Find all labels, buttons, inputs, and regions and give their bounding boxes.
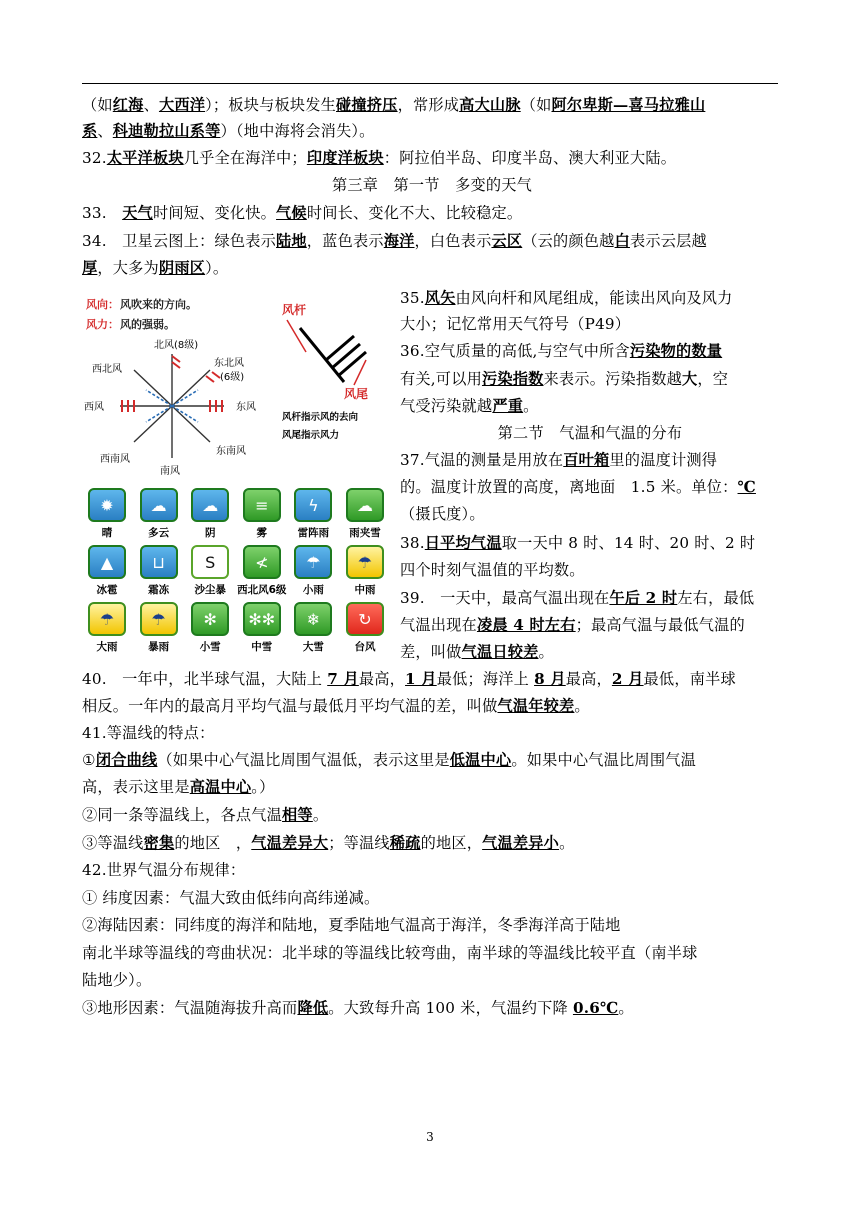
legend-direction-key: 风向：: [86, 298, 119, 311]
text-line: 37.气温的测量是用放在百叶箱里的温度计测得: [400, 451, 718, 469]
text-line: 厚，大多为阴雨区）。: [82, 259, 229, 277]
label-northeast-level: (6级): [220, 372, 245, 383]
text-line: 39. 一天中，最高气温出现在午后 2 时左右，最低: [400, 589, 755, 607]
legend-direction-value: 风吹来的方向。: [120, 298, 197, 311]
weather-icon: ❄: [294, 602, 332, 636]
header-rule: [82, 83, 778, 84]
weather-symbol-label: 中雨: [354, 584, 376, 596]
weather-symbol-label: 晴: [101, 527, 113, 539]
text-line: 差，叫做气温日较差。: [400, 643, 554, 661]
weather-symbol: [237, 602, 287, 655]
weather-icon: ☁: [191, 488, 229, 522]
weather-symbol: [288, 545, 338, 598]
text-line: 32.太平洋板块几乎全在海洋中；印度洋板块：阿拉伯半岛、印度半岛、澳大利亚大陆。: [82, 149, 677, 167]
weather-symbol-label: 雾: [256, 527, 268, 539]
text-line: ③地形因素：气温随海拔升高而降低。大致每升高 100 米，气温约下降 0.6℃。: [82, 999, 634, 1017]
text-line: ②海陆因素：同纬度的海洋和陆地，夏季陆地气温高于海洋，冬季海洋高于陆地: [82, 916, 621, 934]
weather-symbol-label: 小雨: [302, 584, 324, 596]
weather-symbol-label: 雨夹雪: [349, 527, 381, 539]
text-line: 系、科迪勒拉山系等）（地中海将会消失）。: [82, 122, 375, 140]
text-line: 气受污染就越严重。: [400, 397, 539, 415]
barb-note-direction: 风杆指示风的去向: [282, 412, 359, 423]
text-line: 36.空气质量的高低,与空气中所含污染物的数量: [400, 342, 723, 360]
weather-symbol-label: 冰雹: [96, 584, 118, 596]
weather-icon: ϟ: [294, 488, 332, 522]
weather-symbol: [237, 545, 287, 598]
weather-symbol-label: 阴: [204, 527, 216, 539]
label-south: 南风: [160, 466, 180, 477]
text-line: 的。温度计放置的高度，离地面 1.5 米。单位：℃: [400, 478, 756, 496]
label-barb-pole: 风杆: [282, 303, 307, 317]
weather-symbol: [340, 488, 390, 541]
page-number: 3: [426, 1130, 434, 1144]
weather-icon: ☂: [346, 545, 384, 579]
label-north: 北风(8级): [154, 340, 199, 351]
text-line: 40. 一年中，北半球气温，大陆上 7 月最高，1 月最低；海洋上 8 月最高，2 月最低，南半球: [82, 670, 736, 688]
text-line: 38.日平均气温取一天中 8 时、14 时、20 时、2 时: [400, 534, 756, 552]
text-line: （如红海、大西洋）；板块与板块发生碰撞挤压，常形成高大山脉（如阿尔卑斯—喜马拉雅山: [82, 96, 706, 114]
weather-symbols-figure: [82, 290, 390, 668]
text-line: 南北半球等温线的弯曲状况：北半球的等温线比较弯曲，南半球的等温线比较平直（南半球: [82, 944, 698, 962]
label-east: 东风: [236, 402, 256, 413]
text-line: 气温出现在凌晨 4 时左右；最高气温与最低气温的: [400, 616, 745, 634]
weather-symbol-label: 暴雨: [148, 641, 170, 653]
text-line: 35.风矢由风向杆和风尾组成，能读出风向及风力: [400, 289, 733, 307]
text-line: ③等温线密集的地区 ，气温差异大；等温线稀疏的地区，气温差异小。: [82, 834, 575, 852]
symbol-row: [82, 545, 390, 598]
text-line: ①闭合曲线（如果中心气温比周围气温低，表示这里是低温中心。如果中心气温比周围气温: [82, 751, 696, 769]
weather-symbol-label: 大雨: [96, 641, 118, 653]
weather-symbol-label: 西北风6级: [237, 584, 287, 596]
weather-symbol-label: 大雪: [302, 641, 324, 653]
label-barb-tail: 风尾: [344, 387, 369, 401]
weather-symbol-label: 小雪: [199, 641, 221, 653]
weather-symbol: [340, 602, 390, 655]
weather-icon: ↻: [346, 602, 384, 636]
text-line: 大小；记忆常用天气符号（P49）: [400, 315, 631, 333]
label-west: 西风: [84, 402, 104, 413]
weather-icon: ☂: [140, 602, 178, 636]
text-line: 高，表示这里是高温中心。）: [82, 778, 275, 796]
text-line: （摄氏度）。: [400, 505, 485, 523]
weather-symbol: [288, 488, 338, 541]
barb-icon: [300, 328, 366, 382]
weather-symbol: [134, 602, 184, 655]
weather-icon: ✻: [191, 602, 229, 636]
legend-force-key: 风力：: [86, 318, 119, 331]
weather-icon: ≡: [243, 488, 281, 522]
weather-icon: ✹: [88, 488, 126, 522]
weather-symbol-label: 中雪: [251, 641, 273, 653]
barb-note-force: 风尾指示风力: [282, 430, 340, 441]
weather-symbol-label: 台风: [354, 641, 376, 653]
weather-symbol: [185, 488, 235, 541]
weather-symbol: [185, 545, 235, 598]
legend-force-value: 风的强弱。: [120, 318, 175, 331]
weather-icon: ☁: [140, 488, 178, 522]
weather-symbol-label: 霜冻: [148, 584, 170, 596]
text-line: 42.世界气温分布规律：: [82, 861, 246, 879]
weather-icon: ☂: [294, 545, 332, 579]
weather-icon: S: [191, 545, 229, 579]
label-northeast: 东北风: [214, 358, 244, 369]
section-heading: 第二节 气温和气温的分布: [497, 424, 683, 442]
weather-symbol-label: 多云: [148, 527, 170, 539]
weather-symbol: [134, 545, 184, 598]
weather-symbol-label: 雷阵雨: [297, 527, 330, 539]
text-line: 相反。一年内的最高月平均气温与最低月平均气温的差，叫做气温年较差。: [82, 697, 590, 715]
symbol-row: [82, 488, 390, 541]
text-line: 四个时刻气温值的平均数。: [400, 561, 585, 579]
label-southwest: 西南风: [100, 454, 130, 465]
weather-symbol-label: 沙尘暴: [194, 584, 226, 596]
text-line: 33. 天气时间短、变化快。气候时间长、变化不大、比较稳定。: [82, 204, 523, 222]
weather-symbol: [288, 602, 338, 655]
weather-icon: ☂: [88, 602, 126, 636]
wind-compass-diagram: [82, 290, 382, 482]
weather-symbol: [237, 488, 287, 541]
text-line: 陆地少）。: [82, 971, 152, 989]
chapter-heading: 第三章 第一节 多变的天气: [331, 176, 533, 194]
label-southeast: 东南风: [216, 446, 246, 457]
weather-icon: ⊔: [140, 545, 178, 579]
weather-icon: ▲: [88, 545, 126, 579]
symbol-row: [82, 602, 390, 655]
weather-symbol: [82, 488, 132, 541]
weather-symbol: [82, 602, 132, 655]
text-line: 34. 卫星云图上：绿色表示陆地，蓝色表示海洋，白色表示云区（云的颜色越白表示云层越: [82, 232, 707, 250]
weather-symbol-grid: [82, 488, 390, 659]
weather-symbol: [340, 545, 390, 598]
text-line: 41.等温线的特点：: [82, 724, 215, 742]
text-line: ②同一条等温线上，各点气温相等。: [82, 806, 329, 824]
weather-icon: ☁: [346, 488, 384, 522]
text-line: 有关,可以用污染指数来表示。污染指数越大，空: [400, 370, 729, 388]
weather-symbol: [134, 488, 184, 541]
weather-symbol: [185, 602, 235, 655]
label-northwest: 西北风: [92, 364, 122, 375]
weather-icon: ≮: [243, 545, 281, 579]
weather-icon: ✻✻: [243, 602, 281, 636]
weather-symbol: [82, 545, 132, 598]
text-line: ① 纬度因素：气温大致由低纬向高纬递减。: [82, 889, 380, 907]
